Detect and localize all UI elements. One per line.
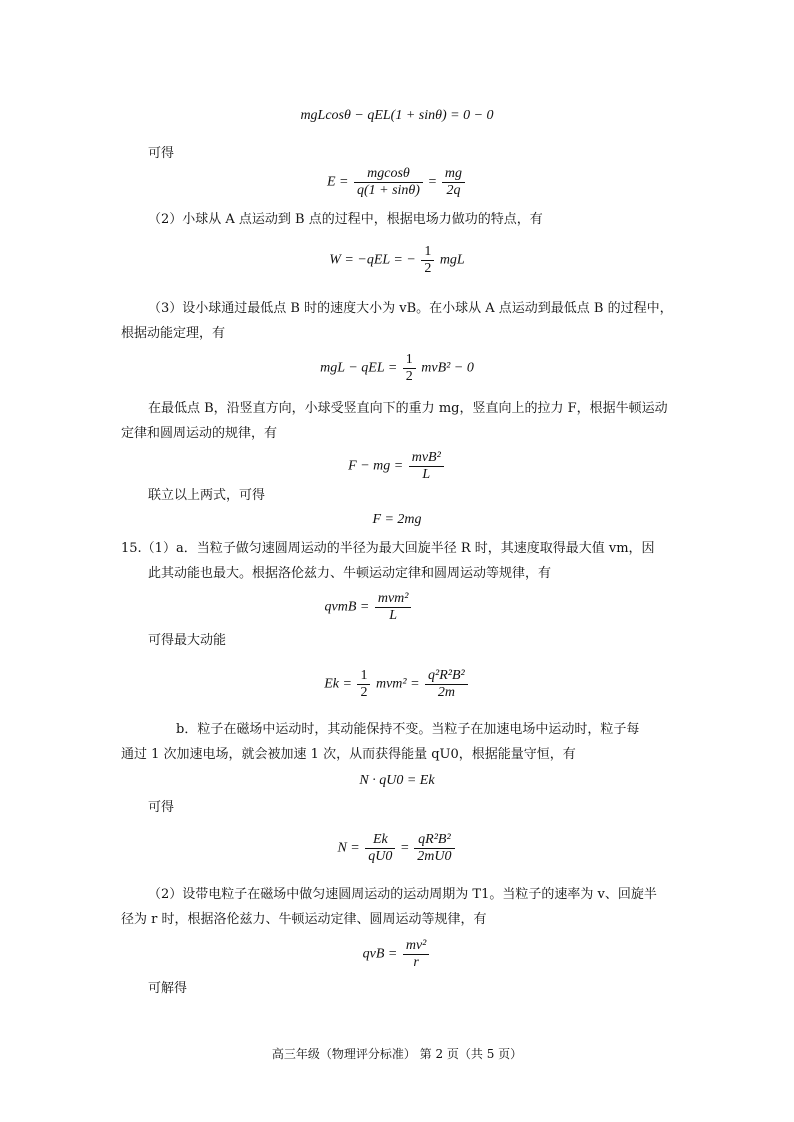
paragraph-q3-line2: 根据动能定理，有	[121, 326, 226, 341]
fraction: $\frac{\text{mv²}}{r}$	[403, 938, 430, 971]
page-footer: 高三年级（物理评分标准） 第 2 页（共 5 页）	[271, 1047, 523, 1061]
equation-work: W = −qEL = − $\frac{1}{2}$ mgL	[329, 244, 465, 276]
equation-lorentz-max: qvmB = $\frac{\text{mvm²}}{L}$	[0, 591, 766, 624]
paragraph-kede-1: 可得	[148, 146, 175, 161]
fraction: $\frac{\text{mvm²}}{L}$	[375, 591, 412, 624]
fraction: $\frac{mgcos\theta}{q(1 + \sin\theta)}$	[354, 166, 423, 199]
fraction: $\frac{1}{2}$	[403, 352, 416, 385]
equation-field-strength: E = $\frac{mgcos\theta}{q(1 + \sin\theta)}$ = $\frac{mg}{2q}$	[0, 166, 794, 199]
equation-tension: F = 2mg	[372, 512, 422, 527]
equation-max-kinetic-energy: Ek = $\frac{1}{2}$ mvm² = $\frac{\text{q²R²B²}}{2m}$	[0, 668, 794, 701]
equation-energy-conservation: N · qU0 = Ek	[359, 773, 435, 788]
paragraph-15b-line2: 通过 1 次加速电场，就会被加速 1 次，从而获得能量 qU0，根据能量守恒，有	[121, 747, 576, 762]
paragraph-kejiede: 可解得	[148, 981, 188, 996]
fraction: $\frac{1}{2}$	[421, 244, 434, 277]
paragraph-maxke: 可得最大动能	[148, 633, 227, 648]
paragraph-15-2-line2: 径为 r 时，根据洛伦兹力、牛顿运动定律、圆周运动等规律，有	[121, 912, 487, 927]
paragraph-q3-line1: （3）设小球通过最低点 B 时的速度大小为 vB。在小球从 A 点运动到最低点 B 的过程中，	[148, 301, 673, 316]
paragraph-15a-line2: 此其动能也最大。根据洛伦兹力、牛顿运动定律和圆周运动等规律，有	[148, 566, 552, 581]
paragraph-q2: （2）小球从 A 点运动到 B 点的过程中，根据电场力做功的特点，有	[148, 212, 543, 227]
equation-lorentz-general: qvB = $\frac{\text{mv²}}{r}$	[0, 938, 794, 971]
fraction: $\frac{\text{mvB²}}{L}$	[409, 450, 444, 483]
equation-number-of-passes: N = $\frac{Ek}{qU0}$ = $\frac{\text{qR²B²}}{2mU0}$	[0, 832, 794, 865]
fraction: $\frac{\text{qR²B²}}{2mU0}$	[414, 832, 454, 865]
paragraph-15-2-line1: （2）设带电粒子在磁场中做匀速圆周运动的运动周期为 T1。当粒子的速率为 v、回旋半	[148, 887, 657, 902]
fraction: $\frac{mg}{2q}$	[442, 166, 465, 199]
equation-work-energy: mgL − qEL = $\frac{1}{2}$ mvB² − 0	[320, 352, 474, 384]
paragraph-kede-2: 可得	[148, 800, 175, 815]
paragraph-15b-line1: b．粒子在磁场中运动时，其动能保持不变。当粒子在加速电场中运动时，粒子每	[176, 722, 640, 737]
paragraph-15a-line1: 15.（1）a．当粒子做匀速圆周运动的半径为最大回旋半径 R 时，其速度取得最大值 vm，因	[121, 541, 655, 556]
paragraph-combine: 联立以上两式，可得	[148, 488, 266, 503]
fraction: $\frac{1}{2}$	[357, 668, 370, 701]
paragraph-lowest-line2: 定律和圆周运动的规律，有	[121, 426, 278, 441]
fraction: $\frac{Ek}{qU0}$	[365, 832, 395, 865]
equation-energy-balance: mgLcosθ − qEL(1 + sinθ) = 0 − 0	[300, 108, 494, 123]
fraction: $\frac{\text{q²R²B²}}{2m}$	[425, 668, 468, 701]
paragraph-lowest-line1: 在最低点 B，沿竖直方向，小球受竖直向下的重力 mg，竖直向上的拉力 F，根据牛顿运动	[148, 401, 668, 416]
equation-newton: F − mg = $\frac{\text{mvB²}}{L}$	[0, 450, 794, 483]
